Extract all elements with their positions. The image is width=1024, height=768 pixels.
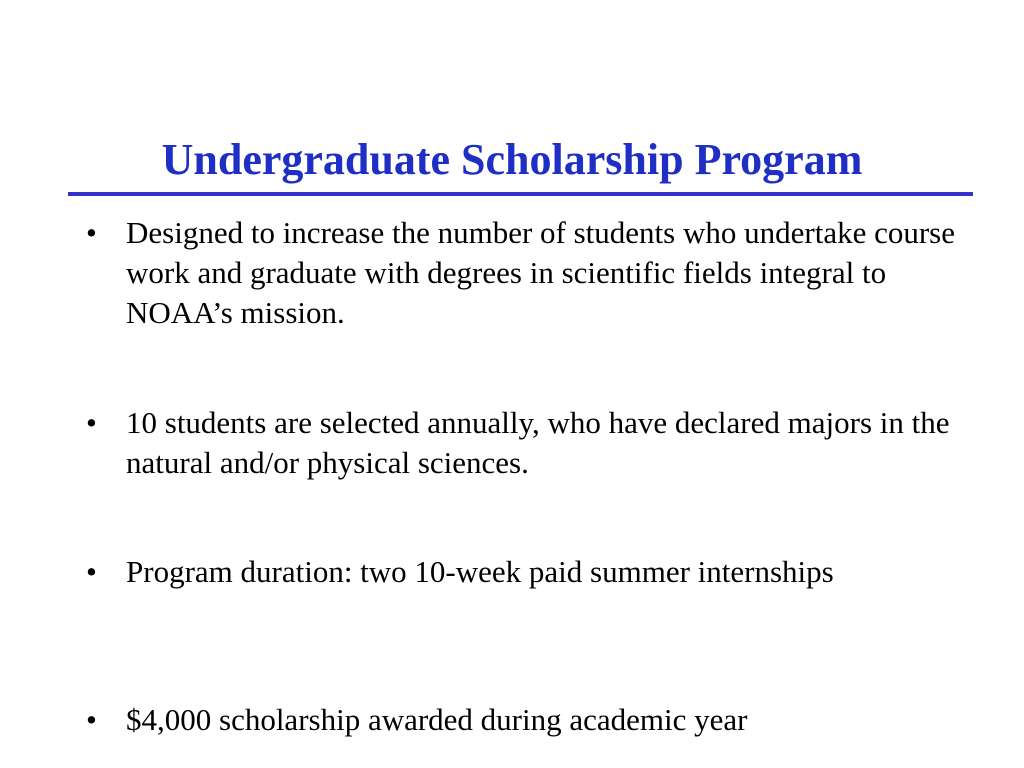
bullet-dot-icon: • — [86, 405, 97, 440]
bullet-text: 10 students are selected annually, who have declared majors in the natural and/or physical sciences. — [126, 405, 950, 480]
bullet-dot-icon: • — [86, 702, 97, 737]
bullet-dot-icon: • — [86, 554, 97, 589]
bullet-dot-icon: • — [86, 215, 97, 250]
bullet-item-selection — [86, 403, 986, 483]
slide-title: Undergraduate Scholarship Program — [161, 135, 863, 184]
bullet-text: Designed to increase the number of students who undertake course work and graduate with degrees in scientific fields integral to NOAA’s mission. — [126, 215, 955, 330]
title-underline — [68, 192, 973, 196]
bullet-item-scholarship — [86, 700, 986, 740]
bullet-text: $4,000 scholarship awarded during academic year — [126, 702, 748, 737]
bullet-item-duration — [86, 552, 986, 592]
bullet-text: Program duration: two 10-week paid summer internships — [126, 554, 834, 589]
bullet-item-purpose — [86, 213, 986, 333]
